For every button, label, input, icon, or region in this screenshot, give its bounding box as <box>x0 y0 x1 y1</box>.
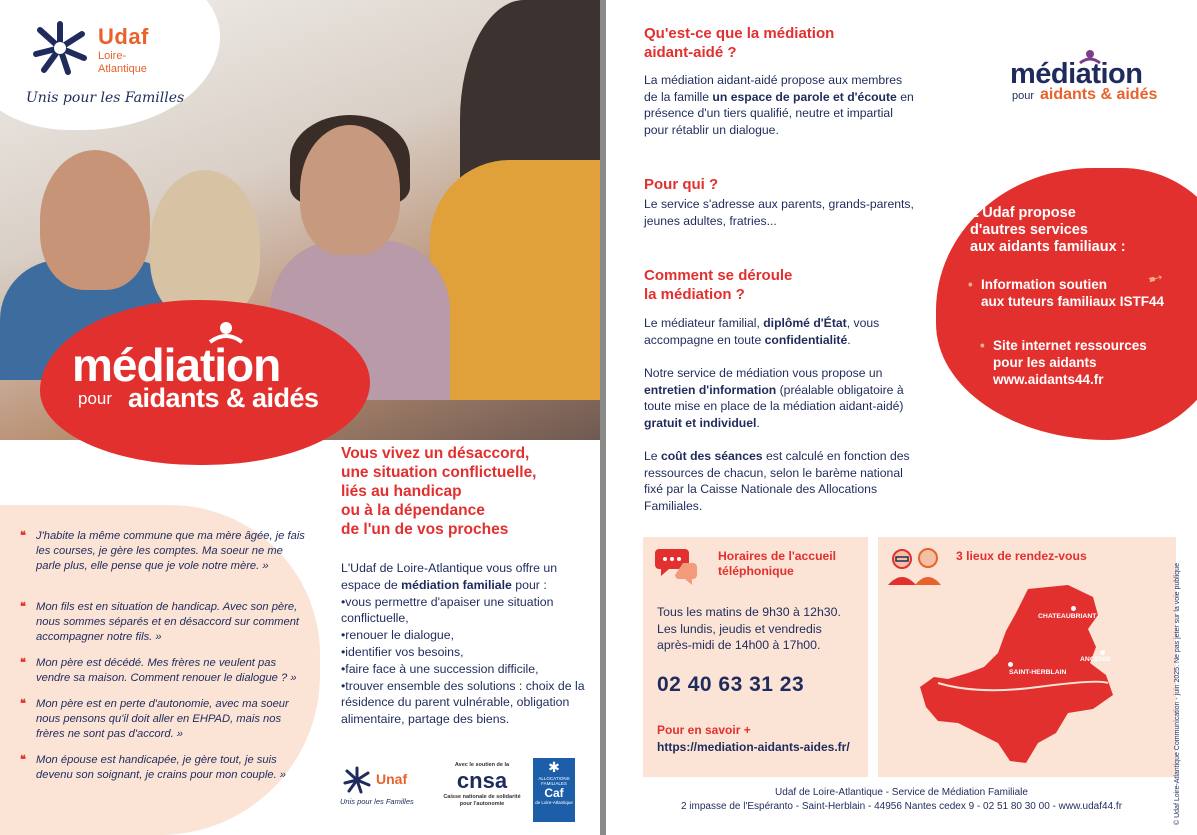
bullet-item: •renouer le dialogue, <box>341 628 455 643</box>
location-saint-herblain: SAINT-HERBLAIN <box>1009 669 1067 676</box>
hours-text: Tous les matins de 9h30 à 12h30. Les lundis, jeudis et vendredis après-midi de 14h00 à 17h00. <box>657 605 841 652</box>
mediation-figure-icon <box>208 322 244 340</box>
section-who-text: Le service s'adresse aux parents, grands-parents, jeunes adultes, fratries... <box>644 197 914 228</box>
more-info-label: Pour en savoir + <box>657 723 751 737</box>
quote-mark-icon: ❝ <box>20 754 27 766</box>
brand-subtitle: aidants & aidés <box>128 383 319 413</box>
footer-line-1: Udaf de Loire-Atlantique - Service de Médiation Familiale <box>775 787 1028 798</box>
testimonial-3: ❝ Mon père est décédé. Mes frères ne veulent pas vendre sa maison. Comment renouer le dialogue ? » <box>20 657 297 684</box>
counselors-icon <box>886 545 946 585</box>
udaf-star-icon <box>28 18 92 78</box>
udaf-logo-sub: Loire-Atlantique <box>98 50 147 75</box>
footer-line-2: 2 impasse de l'Espéranto - Saint-Herblain - 44956 Nantes cedex 9 - 02 51 80 30 00 - www.udaf44.fr <box>680 801 1123 812</box>
section-how-title: Comment se déroule la médiation ? <box>644 267 793 303</box>
pointer-arrow-icon: ➹ <box>1144 265 1168 291</box>
section-how-p3: Le coût des séances est calculé en fonction des ressources de chacun, selon le barème national fixé par la Caisse Nationale des Allocations Familiales. <box>644 449 910 513</box>
website-link[interactable]: https://mediation-aidants-aides.fr/ <box>657 740 850 754</box>
brand-subtitle-prefix: pour <box>78 389 113 408</box>
quote-mark-icon: ❝ <box>20 530 27 542</box>
udaf-logo-name: Udaf <box>98 24 149 49</box>
location-dot <box>1008 662 1013 667</box>
hours-title: Horaires de l'accueil téléphonique <box>718 549 837 578</box>
quote-mark-icon: ❝ <box>20 601 27 613</box>
intro-text: L'Udaf de Loire-Atlantique vous offre un espace de médiation familiale pour : •vous permettre d'apaiser une situation conflictuelle, •renouer le dialogue, •identifier vos besoins, •faire face à une succession difficile, •trouver ensemble des solutions : choix de la résidence du parent vulnérable, obligation alimentaire, partage des biens. <box>341 560 591 728</box>
cnsa-logo: Avec le soutien de la cnsa Caisse nationale de solidarité pour l'autonomie <box>443 762 521 807</box>
other-services-title: L'Udaf propose d'autres services aux aidants familiaux : <box>970 205 1126 255</box>
location-dot <box>1100 650 1105 655</box>
speech-bubbles-icon <box>653 545 699 585</box>
unaf-star-icon <box>340 765 374 795</box>
locations-box <box>878 537 1176 777</box>
service-item-istf: • Information soutien aux tuteurs familiaux ISTF44 <box>968 277 1165 309</box>
caf-logo: ✱ ALLOCATIONS FAMILIALES Caf de Loire-Atlantique <box>533 758 575 822</box>
section-what-text: La médiation aidant-aidé propose aux membres de la famille un espace de parole et d'écoute en présence d'un tiers qualifié, neutre et impartial pour rétablir un dialogue. <box>644 73 914 137</box>
service-item-website: • Site internet ressources pour les aidants www.aidants44.fr <box>980 338 1147 387</box>
quote-mark-icon: ❝ <box>20 657 27 669</box>
brand-title: médiation <box>72 339 281 391</box>
location-chateaubriant: CHATEAUBRIANT <box>1038 613 1097 620</box>
mediation-logo-small: médiation pour aidants & aidés <box>1006 48 1166 118</box>
section-how-p1: Le médiateur familial, diplômé d'État, vous accompagne en toute confidentialité. <box>644 316 880 347</box>
legal-notice: © Udaf Loire-Atlantique Communication - juin 2025. Ne pas jeter sur la voie publique <box>1174 563 1181 825</box>
quote-mark-icon: ❝ <box>20 698 27 710</box>
testimonial-5: ❝ Mon épouse est handicapée, je gère tout, je suis devenu son soignant, je crains pour mon couple. » <box>20 754 287 781</box>
location-ancenis: ANCENIS <box>1080 656 1111 663</box>
flyer-page-back <box>606 0 1197 835</box>
section-how-p2: Notre service de médiation vous propose un entretien d'information (préalable obligatoire à toute mise en place de la médiation aidant-aidé) gratuit et individuel. <box>644 366 904 430</box>
section-what-title: Qu'est-ce que la médiation aidant-aidé ? <box>644 25 835 61</box>
unaf-logo: Unaf Unis pour les Familles <box>340 765 450 815</box>
hours-box <box>643 537 868 777</box>
testimonial-2: ❝ Mon fils est en situation de handicap. Avec son père, nous sommes séparés et en désaccord sur comment accompagner notre fils. » <box>20 601 300 643</box>
section-who-title: Pour qui ? <box>644 176 719 193</box>
udaf-tagline: Unis pour les Familles <box>26 90 185 106</box>
caf-emblem-icon: ✱ <box>548 759 560 775</box>
loire-atlantique-map <box>918 583 1158 773</box>
bullet-item: •trouver ensemble des solutions : choix de la résidence du parent vulnérable, obligation alimentaire, partage des biens. <box>341 678 585 727</box>
locations-title: 3 lieux de rendez-vous <box>956 549 1087 563</box>
lead-heading: Vous vivez un désaccord, une situation conflictuelle, liés au handicap ou à la dépendance de l'un de vos proches <box>341 445 537 538</box>
testimonial-4: ❝ Mon père est en perte d'autonomie, avec ma soeur nous pensons qu'il doit aller en EHPAD, mais nos frères ne sont pas d'accord. » <box>20 698 289 740</box>
udaf-logo <box>26 18 185 106</box>
location-dot <box>1071 606 1076 611</box>
bullet-item: •identifier vos besoins, <box>341 644 464 659</box>
bullet-item: •faire face à une succession difficile, <box>341 661 539 676</box>
testimonial-1: ❝ J'habite la même commune que ma mère âgée, je fais les courses, je gère les comptes. Ma soeur ne me parle plus, elle pense que je vole notre mère. » <box>20 530 305 572</box>
phone-number[interactable]: 02 40 63 31 23 <box>657 673 805 696</box>
bullet-item: •vous permettre d'apaiser une situation conflictuelle, <box>341 594 554 626</box>
